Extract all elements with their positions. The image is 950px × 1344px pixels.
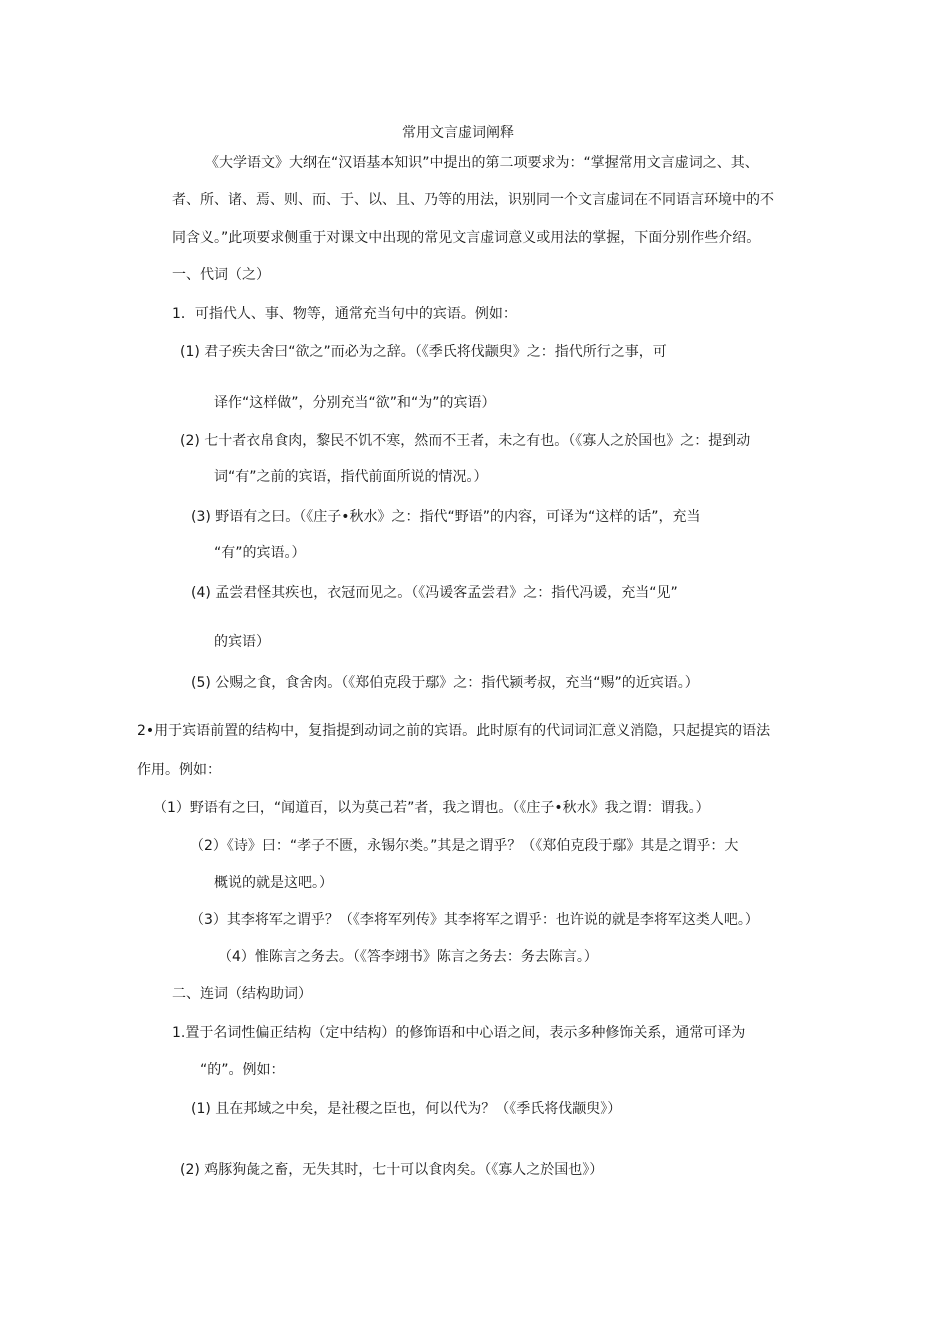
section-1-item-2-line-2: 作用。例如： <box>137 762 221 778</box>
section-2-example-1: (1) 且在邦域之中矣，是社稷之臣也，何以代为？（《季氏将伐颛臾》） <box>191 1101 622 1117</box>
section-2-example-2: (2) 鸡豚狗彘之畜，无失其时，七十可以食肉矣。（《寡人之於国也》） <box>180 1162 604 1178</box>
section-2-heading: 二、连词（结构助词） <box>172 986 312 1002</box>
example-6: （1）野语有之曰，“闻道百，以为莫己若”者，我之谓也。（《庄子•秋水》我之谓：谓我。） <box>153 800 710 816</box>
section-1-item-1: 1．可指代人、事、物等，通常充当句中的宾语。例如： <box>172 306 517 322</box>
example-1-line-1: (1) 君子疾夫舍曰“欲之”而必为之辞。（《季氏将伐颛臾》之：指代所行之事，可 <box>180 344 667 360</box>
example-8: （3）其李将军之谓乎？（《李将军列传》其李将军之谓乎：也许说的就是李将军这类人吧。） <box>190 912 759 928</box>
section-2-item-1-line-1: 1.置于名词性偏正结构（定中结构）的修饰语和中心语之间，表示多种修饰关系，通常可译为 <box>172 1025 746 1041</box>
intro-line-1: 《大学语文》大纲在“汉语基本知识”中提出的第二项要求为：“掌握常用文言虚词之、其、 <box>205 155 759 171</box>
example-4-line-2: 的宾语） <box>214 634 270 650</box>
section-1-heading: 一、代词（之） <box>172 267 270 283</box>
example-7-line-2: 概说的就是这吧。） <box>214 875 333 891</box>
intro-line-3: 同含义。”此项要求侧重于对课文中出现的常见文言虚词意义或用法的掌握，下面分别作些介绍。 <box>172 230 761 246</box>
example-3-line-1: (3) 野语有之曰。（《庄子•秋水》之：指代“野语”的内容，可译为“这样的话”，充当 <box>191 509 701 525</box>
example-9: （4）惟陈言之务去。（《答李翊书》陈言之务去：务去陈言。） <box>218 949 598 965</box>
document-title: 常用文言虚词阐释 <box>402 125 514 141</box>
example-7-line-1: （2）《诗》曰：“孝子不匮，永锡尔类。”其是之谓乎？（《郑伯克段于鄢》其是之谓乎：大 <box>190 838 739 854</box>
section-1-item-2-line-1: 2•用于宾语前置的结构中，复指提到动词之前的宾语。此时原有的代词词汇意义消隐，只起提宾的语法 <box>137 723 771 739</box>
example-5: (5) 公赐之食，食舍肉。（《郑伯克段于鄢》之：指代颍考叔，充当“赐”的近宾语。） <box>191 675 699 691</box>
example-1-line-2: 译作“这样做”，分别充当“欲”和“为”的宾语） <box>214 395 496 411</box>
intro-line-2: 者、所、诸、焉、则、而、于、以、且、乃等的用法，识别同一个文言虚词在不同语言环境中的不 <box>172 192 774 208</box>
example-4-line-1: (4) 孟尝君怪其疾也，衣冠而见之。（《冯谖客孟尝君》之：指代冯谖，充当“见” <box>191 585 678 601</box>
example-2-line-1: (2) 七十者衣帛食肉，黎民不饥不寒，然而不王者，未之有也。（《寡人之於国也》之：提到动 <box>180 433 751 449</box>
example-2-line-2: 词“有”之前的宾语，指代前面所说的情况。） <box>214 469 488 485</box>
section-2-item-1-line-2: “的”。例如： <box>200 1062 285 1078</box>
example-3-line-2: “有”的宾语。） <box>214 545 306 561</box>
